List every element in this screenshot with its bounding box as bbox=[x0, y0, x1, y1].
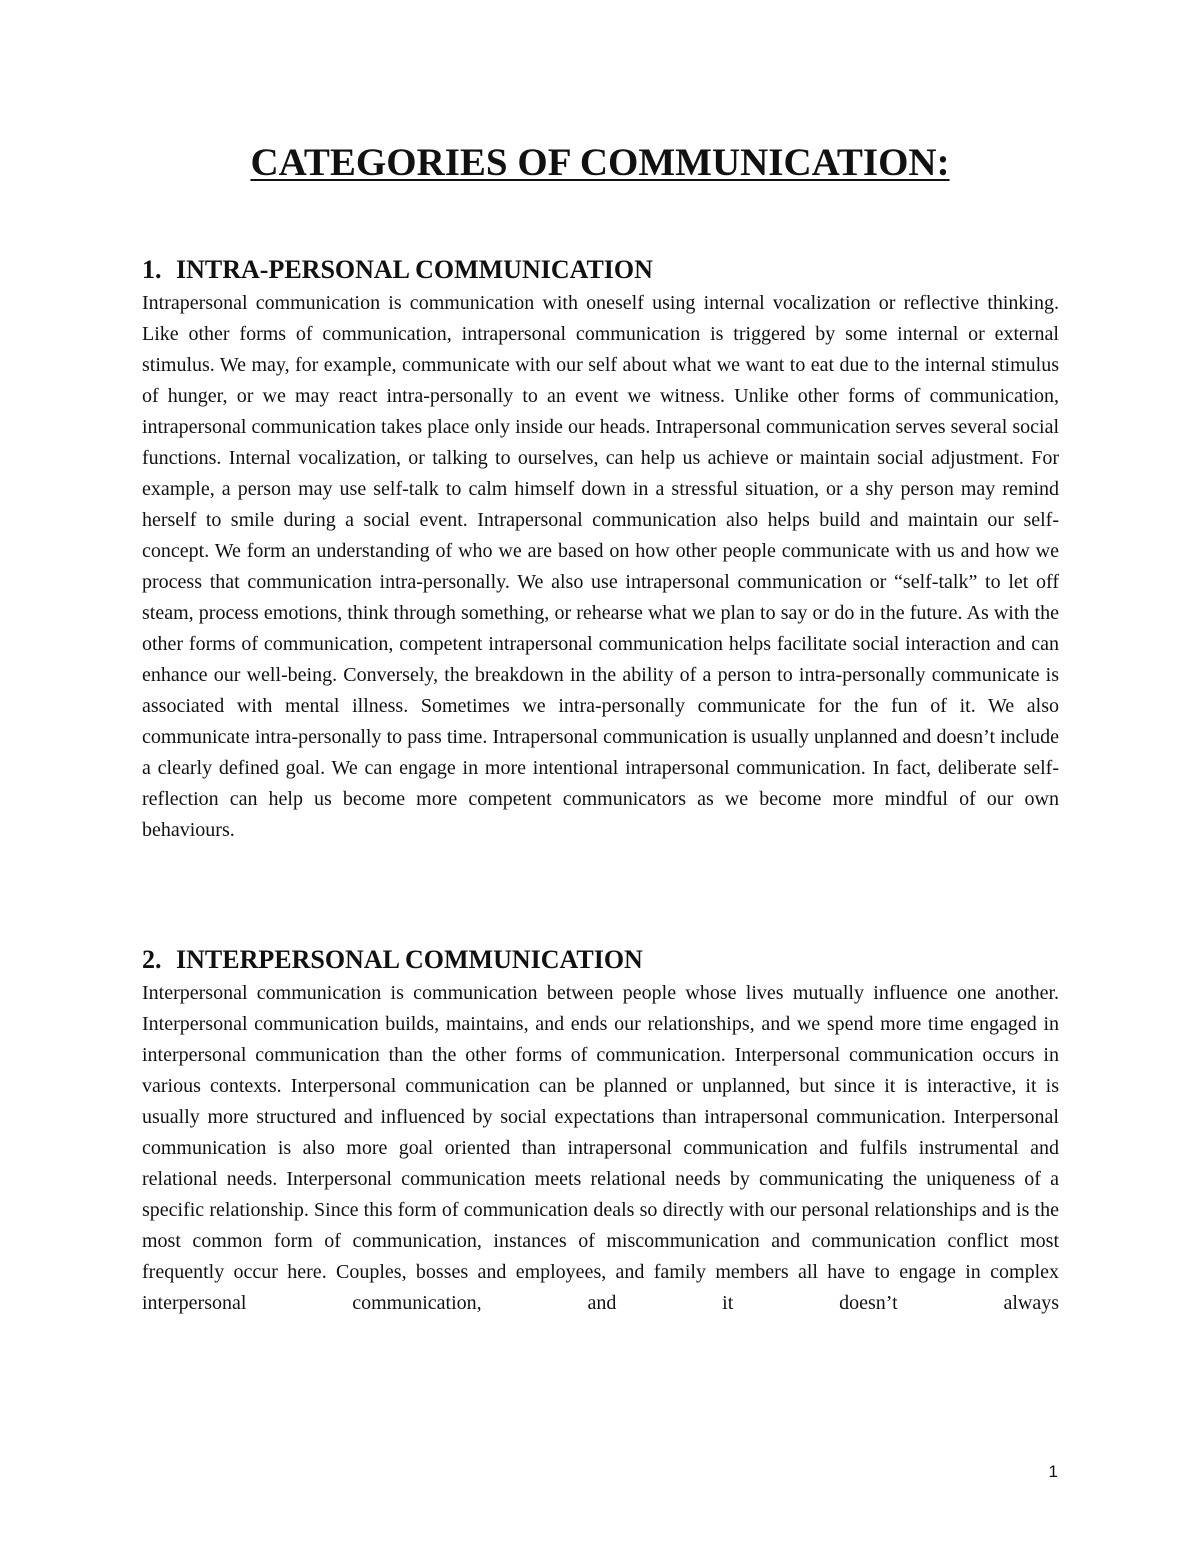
page-number: 1 bbox=[1048, 1462, 1058, 1481]
section-interpersonal bbox=[142, 942, 1059, 1319]
section-heading-text: INTRA-PERSONAL COMMUNICATION bbox=[176, 255, 653, 284]
document-title: CATEGORIES OF COMMUNICATION: bbox=[250, 141, 950, 184]
section-heading bbox=[142, 942, 1059, 978]
section-number: 2. bbox=[142, 945, 162, 974]
section-body: Interpersonal communication is communication between people whose lives mutually influence one another. Interpersonal communication builds, maintains, and ends our relationships, and we spend more time engaged in interpersonal communication than the other forms of communication. Interpersonal communication occurs in various contexts. Interpersonal communication can be planned or unplanned, but since it is interactive, it is usually more structured and influenced by social expectations than intrapersonal communication. Interpersonal communication is also more goal oriented than intrapersonal communication and fulfils instrumental and relational needs. Interpersonal communication meets relational needs by communicating the uniqueness of a specific relationship. Since this form of communication deals so directly with our personal relationships and is the most common form of communication, instances of miscommunication and communication conflict most frequently occur here. Couples, bosses and employees, and family members all have to engage in complex interpersonal communication, and it doesn’t always bbox=[142, 982, 1059, 1314]
section-heading-text: INTERPERSONAL COMMUNICATION bbox=[176, 945, 643, 974]
section-body: Intrapersonal communication is communication with oneself using internal vocalization or reflective thinking. Like other forms of communication, intrapersonal communication is triggered by some internal or external stimulus. We may, for example, communicate with our self about what we want to eat due to the internal stimulus of hunger, or we may react intra-personally to an event we witness. Unlike other forms of communication, intrapersonal communication takes place only inside our heads. Intrapersonal communication serves several social functions. Internal vocalization, or talking to ourselves, can help us achieve or maintain social adjustment. For example, a person may use self-talk to calm himself down in a stressful situation, or a shy person may remind herself to smile during a social event. Intrapersonal communication also helps build and maintain our self-concept. We form an understanding of who we are based on how other people communicate with us and how we process that communication intra-personally. We also use intrapersonal communication or “self-talk” to let off steam, process emotions, think through something, or rehearse what we plan to say or do in the future. As with the other forms of communication, competent intrapersonal communication helps facilitate social interaction and can enhance our well-being. Conversely, the breakdown in the ability of a person to intra-personally communicate is associated with mental illness. Sometimes we intra-personally communicate for the fun of it. We also communicate intra-personally to pass time. Intrapersonal communication is usually unplanned and doesn’t include a clearly defined goal. We can engage in more intentional intrapersonal communication. In fact, deliberate self-reflection can help us become more competent communicators as we become more mindful of our own behaviours. bbox=[142, 292, 1059, 841]
section-heading bbox=[142, 252, 1059, 288]
section-intrapersonal bbox=[142, 252, 1059, 846]
section-number: 1. bbox=[142, 255, 162, 284]
